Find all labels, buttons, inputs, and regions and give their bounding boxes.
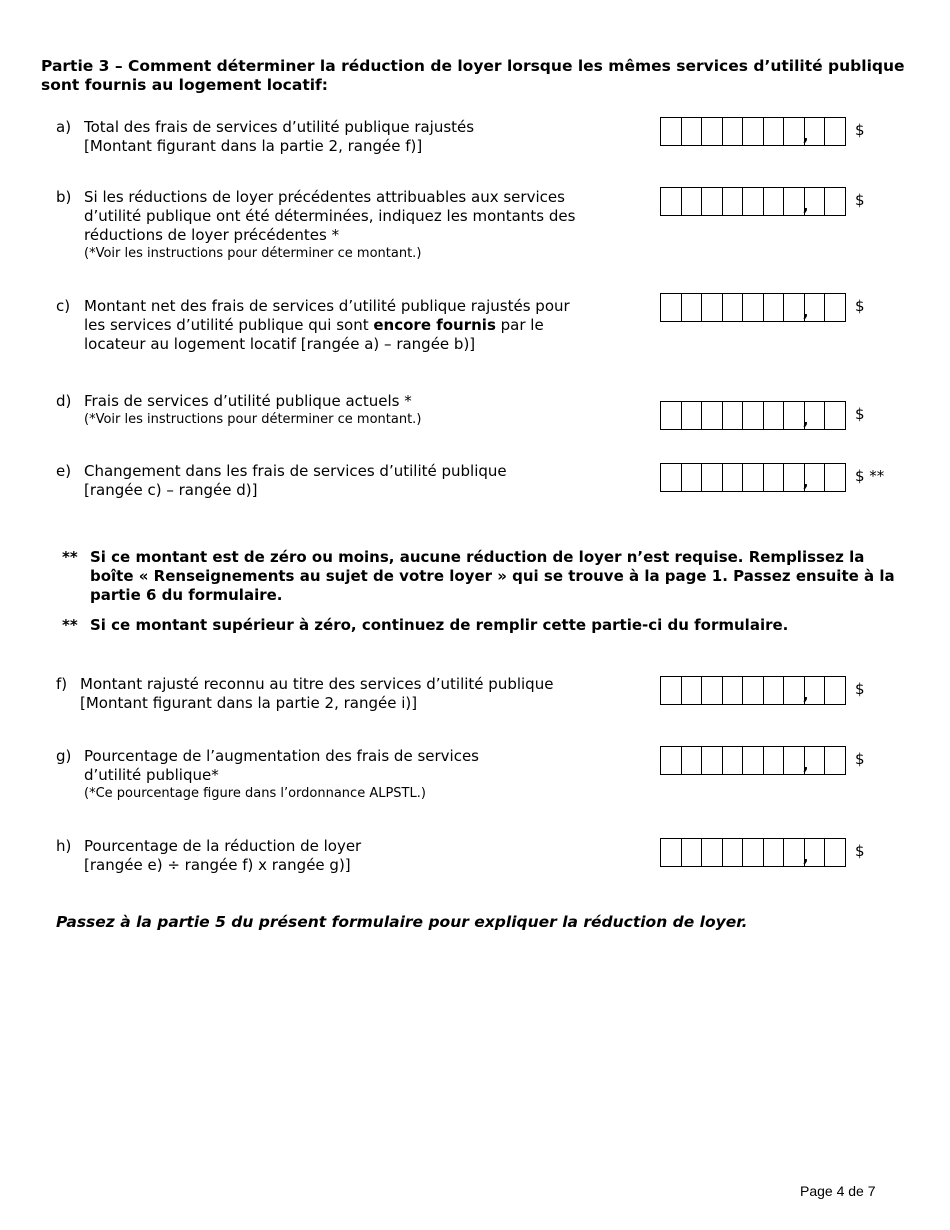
digit-box[interactable] (784, 747, 809, 774)
row-g-description (56, 747, 616, 803)
digit-box[interactable] (802, 118, 826, 145)
digit-box[interactable] (743, 747, 764, 774)
digit-box[interactable] (661, 118, 682, 145)
decimal-comma: , (802, 411, 809, 429)
digit-box[interactable] (743, 294, 764, 321)
digit-box[interactable] (723, 464, 744, 491)
digit-boxes[interactable] (660, 838, 846, 867)
digit-box[interactable] (661, 677, 682, 704)
digit-box[interactable] (825, 464, 846, 491)
row-text-line: Montant rajusté reconnu au titre des services d’utilité publique (80, 675, 554, 693)
digit-box[interactable] (825, 118, 846, 145)
digit-box[interactable] (825, 188, 846, 215)
amount-field-b[interactable] (660, 187, 865, 216)
row-text-line: Frais de services d’utilité publique actuels * (84, 392, 412, 410)
decimal-comma: , (802, 127, 809, 145)
row-text-line: Changement dans les frais de services d’utilité publique (84, 462, 507, 480)
digit-box[interactable] (764, 464, 785, 491)
row-text-line: Si les réductions de loyer précédentes attribuables aux services (84, 188, 565, 206)
digit-box[interactable] (661, 402, 682, 429)
digit-box[interactable] (802, 747, 826, 774)
digit-box[interactable] (682, 118, 703, 145)
digit-box[interactable] (661, 464, 682, 491)
digit-box[interactable] (743, 464, 764, 491)
currency-unit: $ (855, 121, 865, 139)
digit-box[interactable] (802, 839, 826, 866)
row-text-line: Pourcentage de l’augmentation des frais de services (84, 747, 479, 765)
amount-field-f[interactable] (660, 676, 865, 705)
digit-box[interactable] (682, 294, 703, 321)
row-text-line: Total des frais de services d’utilité publique rajustés (84, 118, 475, 136)
digit-box[interactable] (661, 294, 682, 321)
digit-box[interactable] (784, 188, 809, 215)
digit-box[interactable] (764, 188, 785, 215)
digit-box[interactable] (784, 294, 809, 321)
decimal-comma: , (802, 473, 809, 491)
row-text-line: [rangée e) ÷ rangée f) x rangée g)] (84, 856, 351, 874)
row-text-segment: les services d’utilité publique qui sont (84, 316, 374, 334)
final-instruction: Passez à la partie 5 du présent formulaire pour expliquer la réduction de loyer. (56, 913, 748, 931)
digit-box[interactable] (682, 747, 703, 774)
double-asterisk: ** (62, 616, 78, 634)
digit-box[interactable] (702, 464, 723, 491)
currency-unit: $ (855, 405, 865, 423)
digit-box[interactable] (743, 188, 764, 215)
digit-box[interactable] (784, 118, 809, 145)
digit-box[interactable] (784, 464, 809, 491)
row-e-description (56, 462, 616, 500)
digit-boxes[interactable] (660, 117, 846, 146)
digit-box[interactable] (702, 839, 723, 866)
digit-box[interactable] (702, 677, 723, 704)
row-text-line: d’utilité publique* (84, 766, 219, 784)
digit-boxes[interactable] (660, 676, 846, 705)
part3-title: Partie 3 – Comment déterminer la réduction de loyer lorsque les mêmes services d’utilité publique sont fournis au logement locatif: (41, 57, 905, 94)
row-h-description (56, 837, 616, 875)
digit-box[interactable] (802, 677, 826, 704)
row-note: (*Voir les instructions pour déterminer ce montant.) (84, 412, 422, 427)
digit-boxes[interactable] (660, 463, 846, 492)
row-text-line: Pourcentage de la réduction de loyer (84, 837, 362, 855)
digit-box[interactable] (825, 677, 846, 704)
amount-field-c[interactable] (660, 293, 865, 322)
digit-box[interactable] (743, 402, 764, 429)
digit-box[interactable] (702, 402, 723, 429)
row-label: h) (56, 837, 72, 855)
row-text-line: Montant net des frais de services d’utilité publique rajustés pour (84, 297, 570, 315)
double-asterisk: ** (62, 548, 78, 566)
decimal-comma: , (802, 686, 809, 704)
digit-box[interactable] (723, 402, 744, 429)
row-label: d) (56, 392, 72, 410)
digit-box[interactable] (764, 118, 785, 145)
row-f-description (56, 675, 616, 713)
amount-field-g[interactable] (660, 746, 865, 775)
currency-unit: $ (855, 191, 865, 209)
row-text-line (84, 316, 616, 335)
row-text-segment: par le (495, 316, 544, 334)
digit-box[interactable] (825, 839, 846, 866)
row-text-line: d’utilité publique ont été déterminées, indiquez les montants des (84, 207, 576, 225)
row-text-line: [rangée c) – rangée d)] (84, 481, 258, 499)
digit-box[interactable] (764, 839, 785, 866)
amount-field-h[interactable] (660, 838, 865, 867)
row-note: (*Voir les instructions pour déterminer ce montant.) (84, 246, 422, 261)
row-label: a) (56, 118, 72, 136)
digit-box[interactable] (802, 402, 826, 429)
digit-box[interactable] (723, 747, 744, 774)
digit-box[interactable] (764, 294, 785, 321)
row-d-description (56, 392, 616, 429)
digit-box[interactable] (825, 294, 846, 321)
row-label: g) (56, 747, 72, 765)
row-a-description (56, 118, 616, 156)
decimal-comma: , (802, 848, 809, 866)
digit-boxes[interactable] (660, 746, 846, 775)
digit-boxes[interactable] (660, 187, 846, 216)
currency-unit: $ (855, 680, 865, 698)
digit-box[interactable] (802, 188, 826, 215)
digit-box[interactable] (702, 747, 723, 774)
digit-box[interactable] (764, 747, 785, 774)
digit-box[interactable] (825, 402, 846, 429)
notice-text: Si ce montant supérieur à zéro, continuez de remplir cette partie-ci du formulaire. (90, 616, 789, 634)
digit-box[interactable] (802, 464, 826, 491)
digit-box[interactable] (802, 294, 826, 321)
digit-box[interactable] (661, 839, 682, 866)
digit-box[interactable] (723, 677, 744, 704)
digit-box[interactable] (743, 118, 764, 145)
emphasis-text: encore fournis (373, 316, 496, 334)
decimal-comma: , (802, 303, 809, 321)
digit-boxes[interactable] (660, 401, 846, 430)
digit-box[interactable] (682, 677, 703, 704)
digit-box[interactable] (682, 188, 703, 215)
row-note: (*Ce pourcentage figure dans l’ordonnance ALPSTL.) (84, 786, 426, 801)
row-label: b) (56, 188, 72, 206)
row-b-description (56, 188, 616, 263)
row-c-description (56, 297, 616, 354)
digit-box[interactable] (661, 747, 682, 774)
digit-box[interactable] (682, 402, 703, 429)
row-label: c) (56, 297, 71, 315)
digit-box[interactable] (743, 677, 764, 704)
digit-box[interactable] (784, 839, 809, 866)
row-text-line: réductions de loyer précédentes * (84, 226, 340, 244)
digit-box[interactable] (743, 839, 764, 866)
digit-box[interactable] (784, 402, 809, 429)
digit-box[interactable] (764, 677, 785, 704)
notice-zero-or-less (62, 548, 912, 605)
notice-text: Si ce montant est de zéro ou moins, aucune réduction de loyer n’est requise. Remplissez la boîte « Renseignements au sujet de votre loyer » qui se trouve à la page 1. Passez ensuite à la partie 6 du formulaire. (90, 548, 895, 604)
digit-box[interactable] (682, 464, 703, 491)
digit-box[interactable] (702, 118, 723, 145)
currency-unit: $ (855, 750, 865, 768)
row-text-line: [Montant figurant dans la partie 2, rangée f)] (84, 137, 423, 155)
row-text-line: [Montant figurant dans la partie 2, rangée i)] (80, 694, 418, 712)
digit-box[interactable] (723, 118, 744, 145)
amount-field-e[interactable] (660, 463, 885, 492)
amount-field-d[interactable] (660, 401, 865, 430)
digit-box[interactable] (723, 839, 744, 866)
digit-box[interactable] (723, 294, 744, 321)
digit-box[interactable] (784, 677, 809, 704)
digit-boxes[interactable] (660, 293, 846, 322)
currency-unit: $ (855, 842, 865, 860)
digit-box[interactable] (702, 294, 723, 321)
row-label: e) (56, 462, 72, 480)
notice-greater-than-zero (62, 616, 912, 635)
digit-box[interactable] (764, 402, 785, 429)
digit-box[interactable] (661, 188, 682, 215)
digit-box[interactable] (702, 188, 723, 215)
page-number: Page 4 de 7 (800, 1183, 876, 1199)
currency-unit: $ (855, 297, 865, 315)
row-label: f) (56, 675, 68, 693)
decimal-comma: , (802, 197, 809, 215)
currency-unit: $ ** (855, 467, 885, 485)
row-text-line: locateur au logement locatif [rangée a) – rangée b)] (84, 335, 476, 353)
digit-box[interactable] (825, 747, 846, 774)
digit-box[interactable] (723, 188, 744, 215)
digit-box[interactable] (682, 839, 703, 866)
decimal-comma: , (802, 756, 809, 774)
amount-field-a[interactable] (660, 117, 865, 146)
